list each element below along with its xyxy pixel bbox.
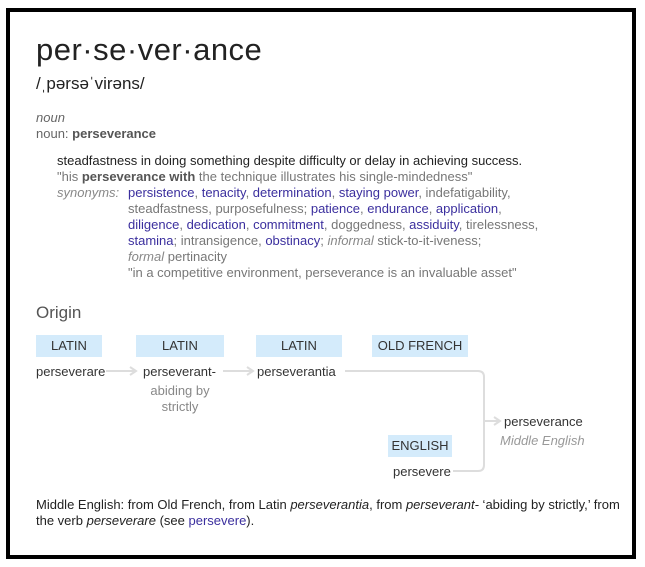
synonyms-label: synonyms: (57, 185, 120, 200)
part-of-speech: noun (36, 110, 65, 125)
synonym-text: , (428, 201, 436, 216)
gloss-line-2: strictly (161, 399, 199, 414)
etymon-perseverantia: perseverantia (257, 364, 336, 379)
synonym-text: , tirelessness, (458, 217, 539, 232)
synonym-text: , (245, 217, 254, 232)
synonym-link[interactable]: staying power (338, 185, 419, 200)
example-open: "his (57, 169, 82, 184)
synonym-link[interactable]: patience (310, 201, 360, 216)
synonym-text: stick-to-it-iveness; (373, 233, 482, 248)
synonym-text: , (194, 185, 202, 200)
example-rest: the technique illustrates his single-mindedness" (195, 169, 473, 184)
inflection-word: perseverance (72, 126, 157, 141)
synonyms-example: "in a competitive environment, perseverance is an invaluable asset" (128, 265, 517, 280)
footnote-text: (see (155, 513, 189, 528)
footnote-italic: perseverant- (405, 497, 479, 512)
gloss-line-1: abiding by (150, 383, 210, 398)
etymology-connectors (10, 12, 632, 555)
etymon-persevere: persevere (393, 464, 451, 479)
synonym-text: ; intransigence, (173, 233, 266, 248)
dictionary-card (6, 8, 636, 559)
synonym-link[interactable]: endurance (367, 201, 429, 216)
synonym-text: pertinacity (164, 249, 227, 264)
synonym-link[interactable]: diligence (128, 217, 180, 232)
see-also-link[interactable]: persevere (188, 513, 247, 528)
headword: per·se·ver·ance (36, 32, 263, 67)
synonym-text: , (498, 201, 502, 216)
lang-badge-latin-3: LATIN (256, 335, 342, 357)
lang-badge-latin-2: LATIN (136, 335, 224, 357)
footnote-text: ). (246, 513, 255, 528)
lang-badge-latin-1: LATIN (36, 335, 102, 357)
synonym-link[interactable]: stamina (128, 233, 174, 248)
synonym-link[interactable]: tenacity (201, 185, 246, 200)
footnote-text: ‘abiding by strictly,’ from the verb (36, 497, 620, 528)
etymon-perseverant: perseverant- (143, 364, 216, 379)
synonym-text: , (331, 185, 339, 200)
synonym-link[interactable]: application (435, 201, 499, 216)
example-bold: perseverance with (81, 169, 196, 184)
inflection-prefix: noun: (36, 126, 69, 141)
lang-badge-old-french: OLD FRENCH (372, 335, 468, 357)
synonym-text: , (179, 217, 187, 232)
synonym-link[interactable]: determination (252, 185, 332, 200)
etymology-footnote (36, 497, 626, 529)
synonym-text: , indefatigability, (418, 185, 511, 200)
synonym-text: ; (320, 233, 328, 248)
synonym-text: , (360, 201, 368, 216)
footnote-italic: perseverare (86, 513, 156, 528)
footnote-text: , from (369, 497, 406, 512)
etymon-perseverare: perseverare (36, 364, 106, 379)
synonym-link[interactable]: dedication (186, 217, 246, 232)
synonym-link[interactable]: commitment (253, 217, 324, 232)
synonym-text: , doggedness, (323, 217, 410, 232)
synonym-link[interactable]: assiduity (409, 217, 459, 232)
footnote-text: Middle English: from Old French, from Latin (36, 497, 291, 512)
result-language: Middle English (500, 433, 585, 448)
definition: steadfastness in doing something despite difficulty or delay in achieving success. (57, 153, 523, 168)
synonym-link[interactable]: persistence (128, 185, 195, 200)
register-label: formal (128, 249, 165, 264)
lang-badge-english: ENGLISH (388, 435, 452, 457)
result-word: perseverance (504, 414, 583, 429)
synonym-link[interactable]: obstinacy (265, 233, 321, 248)
origin-title: Origin (36, 303, 82, 322)
synonym-text: , (245, 185, 253, 200)
synonym-text: steadfastness, purposefulness; (128, 201, 311, 216)
footnote-italic: perseverantia (290, 497, 370, 512)
register-label: informal (327, 233, 374, 248)
pronunciation: /ˌpərsəˈvirəns/ (36, 74, 145, 93)
